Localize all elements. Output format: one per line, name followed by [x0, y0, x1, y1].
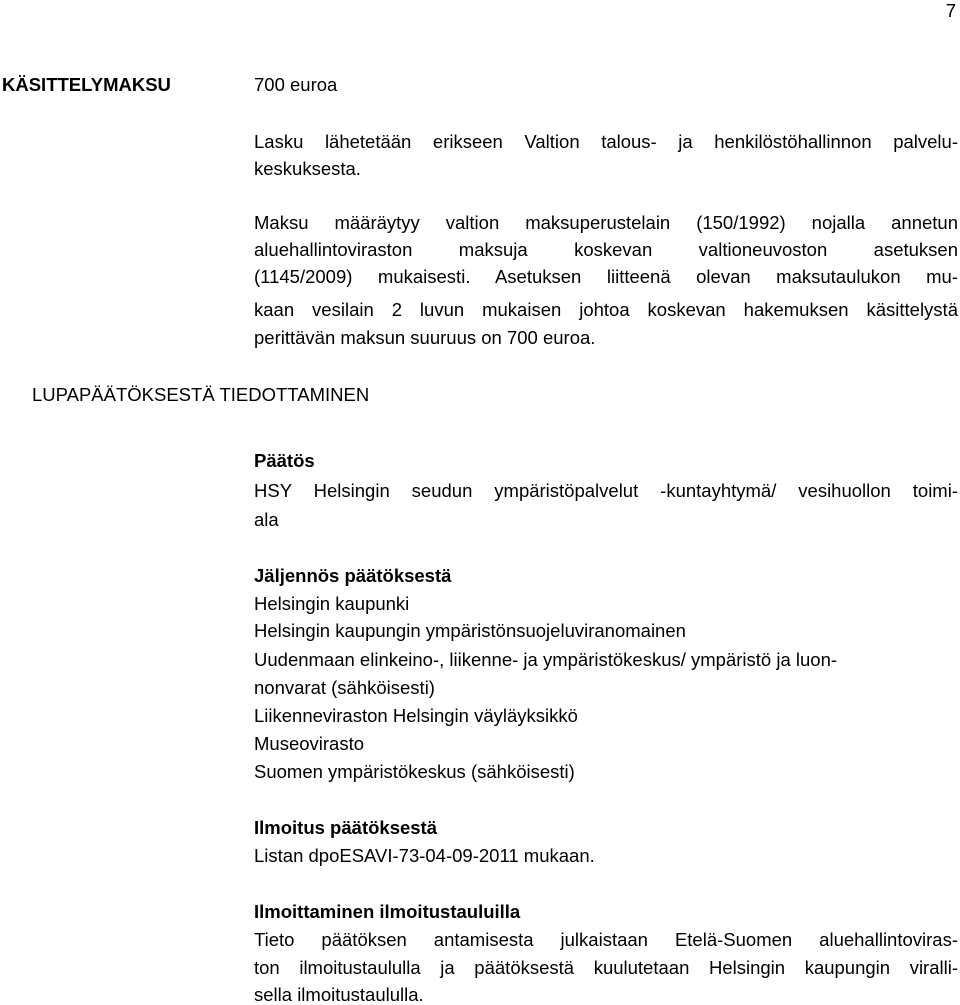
page-number: 7	[945, 0, 956, 21]
paragraph-line: Maksu määräytyy valtion maksuperustelain (150/1992) nojalla annetun	[254, 212, 958, 233]
recipient-item: nonvarat (sähköisesti)	[254, 677, 435, 698]
section-heading-tiedottaminen: LUPAPÄÄTÖKSESTÄ TIEDOTTAMINEN	[32, 384, 370, 405]
paragraph-line: ala	[254, 509, 279, 530]
section-heading-kasittelymaksu: KÄSITTELYMAKSU	[2, 74, 171, 95]
recipient-item: Helsingin kaupungin ympäristönsuojeluviranomainen	[254, 620, 686, 641]
fee-amount: 700 euroa	[254, 74, 338, 95]
paragraph-line: ton ilmoitustaululla ja päätöksestä kuulutetaan Helsingin kaupungin viralli-	[254, 957, 958, 978]
recipient-item: Suomen ympäristökeskus (sähköisesti)	[254, 761, 575, 782]
paragraph-line: Tieto päätöksen antamisesta julkaistaan Etelä-Suomen aluehallintoviras-	[254, 929, 958, 950]
paragraph-line: kaan vesilain 2 luvun mukaisen johtoa koskevan hakemuksen käsittelystä	[254, 299, 958, 320]
paragraph-line: keskuksesta.	[254, 158, 361, 179]
paragraph-line: (1145/2009) mukaisesti. Asetuksen liitteenä olevan maksutaulukon mu-	[254, 266, 958, 287]
paragraph-line: Lasku lähetetään erikseen Valtion talous- ja henkilöstöhallinnon palvelu-	[254, 131, 958, 152]
subheading-ilmoitus: Ilmoitus päätöksestä	[254, 817, 438, 838]
paragraph-line: sella ilmoitustaululla.	[254, 984, 424, 1005]
subheading-paatos: Päätös	[254, 450, 315, 471]
recipient-item: Museovirasto	[254, 733, 365, 754]
paragraph-line: perittävän maksun suuruus on 700 euroa.	[254, 327, 596, 348]
subheading-ilmoitustaulut: Ilmoittaminen ilmoitustauluilla	[254, 901, 521, 922]
paragraph-line: aluehallintoviraston maksuja koskevan valtioneuvoston asetuksen	[254, 239, 958, 260]
subheading-jaljennos: Jäljennös päätöksestä	[254, 565, 452, 586]
recipient-item: Uudenmaan elinkeino-, liikenne- ja ympäristökeskus/ ympäristö ja luon-	[254, 649, 838, 670]
paragraph-line: Listan dpoESAVI-73-04-09-2011 mukaan.	[254, 845, 595, 866]
paragraph-line: HSY Helsingin seudun ympäristöpalvelut -kuntayhtymä/ vesihuollon toimi-	[254, 480, 958, 501]
recipient-item: Helsingin kaupunki	[254, 593, 410, 614]
recipient-item: Liikenneviraston Helsingin väyläyksikkö	[254, 705, 578, 726]
